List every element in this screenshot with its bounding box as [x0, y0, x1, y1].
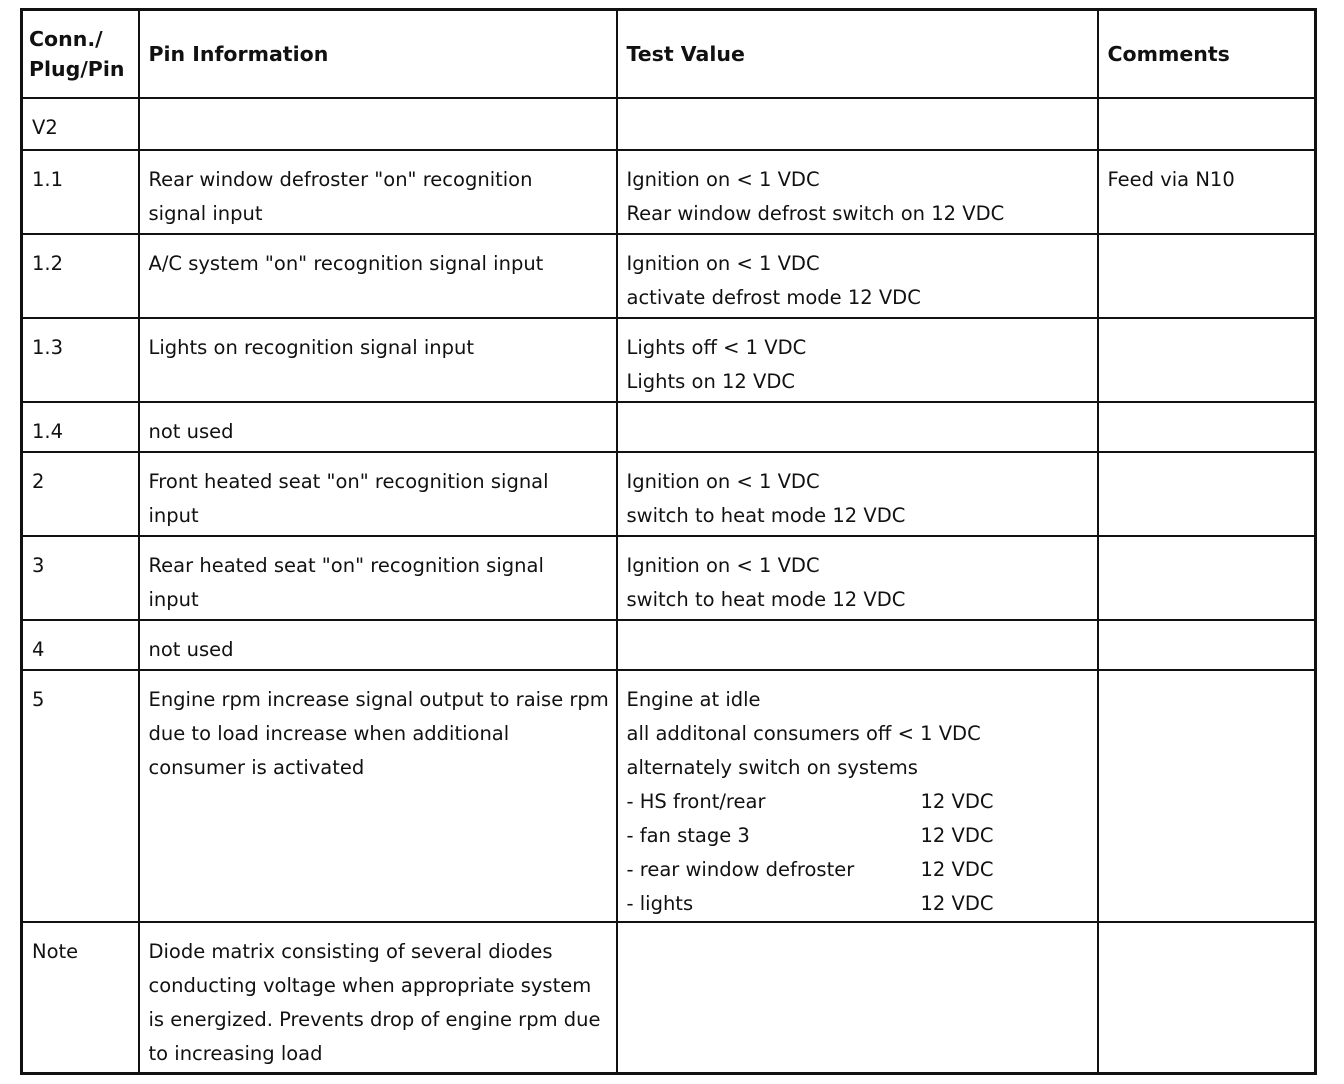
consumer-row	[627, 887, 1089, 921]
header-pin-info: Pin Information	[139, 10, 617, 98]
cell-pin-info	[139, 98, 617, 150]
test-value-line: alternately switch on systems	[626, 755, 918, 779]
cell-comments: Feed via N10	[1098, 150, 1316, 234]
test-value-line: Ignition on < 1 VDC	[626, 251, 820, 275]
cell-comments	[1098, 922, 1316, 1074]
cell-pin-info	[139, 234, 617, 318]
test-value-line: Lights on 12 VDC	[626, 369, 795, 393]
cell-test-value	[617, 620, 1098, 670]
consumer-name: - HS front/rear	[626, 789, 766, 813]
consumer-value: 12 VDC	[920, 789, 994, 813]
cell-test-value	[617, 922, 1098, 1074]
test-value-line: Lights off < 1 VDC	[626, 335, 807, 359]
table-row	[22, 620, 1316, 670]
cell-pin-info	[139, 922, 617, 1074]
pin-info-line: due to load increase when additional	[148, 721, 510, 745]
consumer-value: 12 VDC	[920, 823, 994, 847]
consumer-row	[627, 853, 1089, 887]
cell-comments	[1098, 536, 1316, 620]
pin-info-line: A/C system "on" recognition signal input	[148, 251, 544, 275]
table-row	[22, 318, 1316, 402]
cell-conn: 1.2	[22, 234, 139, 318]
header-row	[22, 10, 1316, 98]
cell-conn: 1.4	[22, 402, 139, 452]
test-value-line: Rear window defrost switch on 12 VDC	[626, 201, 1005, 225]
pin-test-table	[20, 8, 1317, 1075]
cell-comments	[1098, 98, 1316, 150]
pin-info-line: Rear window defroster "on" recognition	[148, 167, 533, 191]
cell-conn: 3	[22, 536, 139, 620]
pin-info-line: input	[148, 587, 199, 611]
cell-comments	[1098, 620, 1316, 670]
consumer-value: 12 VDC	[920, 857, 994, 881]
cell-pin-info	[139, 670, 617, 922]
test-value-line: Ignition on < 1 VDC	[626, 167, 820, 191]
cell-conn: 5	[22, 670, 139, 922]
test-value-line: Ignition on < 1 VDC	[626, 469, 820, 493]
cell-test-value	[617, 670, 1098, 922]
cell-test-value	[617, 150, 1098, 234]
cell-conn: Note	[22, 922, 139, 1074]
pin-info-line: input	[148, 503, 199, 527]
cell-test-value	[617, 98, 1098, 150]
table-row	[22, 98, 1316, 150]
cell-conn: 1.3	[22, 318, 139, 402]
test-value-line: activate defrost mode 12 VDC	[626, 285, 921, 309]
header-comments: Comments	[1098, 10, 1316, 98]
cell-pin-info	[139, 318, 617, 402]
table-row	[22, 452, 1316, 536]
test-value-line: Engine at idle	[626, 687, 761, 711]
cell-pin-info	[139, 620, 617, 670]
cell-test-value	[617, 318, 1098, 402]
pin-info-line: Diode matrix consisting of several diodes	[148, 939, 553, 963]
cell-conn: 4	[22, 620, 139, 670]
test-value-line: all additonal consumers off < 1 VDC	[626, 721, 981, 745]
cell-test-value	[617, 452, 1098, 536]
test-value-line: Ignition on < 1 VDC	[626, 553, 820, 577]
pin-info-line: Front heated seat "on" recognition signal	[148, 469, 549, 493]
cell-test-value	[617, 234, 1098, 318]
table-row	[22, 670, 1316, 922]
pin-info-line: not used	[148, 637, 234, 661]
header-conn	[22, 10, 139, 98]
test-value-line: switch to heat mode 12 VDC	[626, 503, 906, 527]
table-row	[22, 536, 1316, 620]
pin-info-line: is energized. Prevents drop of engine rpm due	[148, 1007, 601, 1031]
cell-pin-info	[139, 150, 617, 234]
pin-info-line: Rear heated seat "on" recognition signal	[148, 553, 544, 577]
pin-info-line: to increasing load	[148, 1041, 323, 1065]
consumer-name: - lights	[626, 891, 694, 915]
cell-test-value	[617, 536, 1098, 620]
cell-conn: 1.1	[22, 150, 139, 234]
test-value-line: switch to heat mode 12 VDC	[626, 587, 906, 611]
cell-conn: 2	[22, 452, 139, 536]
cell-comments	[1098, 318, 1316, 402]
header-conn-line1: Conn./	[29, 26, 103, 51]
cell-pin-info	[139, 402, 617, 452]
cell-comments	[1098, 670, 1316, 922]
cell-comments	[1098, 234, 1316, 318]
pin-info-line: Lights on recognition signal input	[148, 335, 474, 359]
table-row	[22, 402, 1316, 452]
header-test-value: Test Value	[617, 10, 1098, 98]
table-row	[22, 234, 1316, 318]
header-conn-line2: Plug/Pin	[29, 56, 125, 81]
pin-info-line: not used	[148, 419, 234, 443]
pin-info-line: conducting voltage when appropriate system	[148, 973, 592, 997]
pin-info-line: consumer is activated	[148, 755, 365, 779]
table-row	[22, 922, 1316, 1074]
table-body	[22, 98, 1316, 1074]
consumer-name: - fan stage 3	[626, 823, 750, 847]
cell-pin-info	[139, 536, 617, 620]
cell-test-value	[617, 402, 1098, 452]
cell-conn: V2	[22, 98, 139, 150]
pin-info-line: Engine rpm increase signal output to raise rpm	[148, 687, 609, 711]
cell-comments	[1098, 402, 1316, 452]
table-row	[22, 150, 1316, 234]
cell-comments	[1098, 452, 1316, 536]
consumer-value: 12 VDC	[920, 891, 994, 915]
consumer-name: - rear window defroster	[626, 857, 855, 881]
pin-info-line: signal input	[148, 201, 263, 225]
consumer-row	[627, 819, 1089, 853]
cell-pin-info	[139, 452, 617, 536]
consumer-row	[627, 785, 1089, 819]
